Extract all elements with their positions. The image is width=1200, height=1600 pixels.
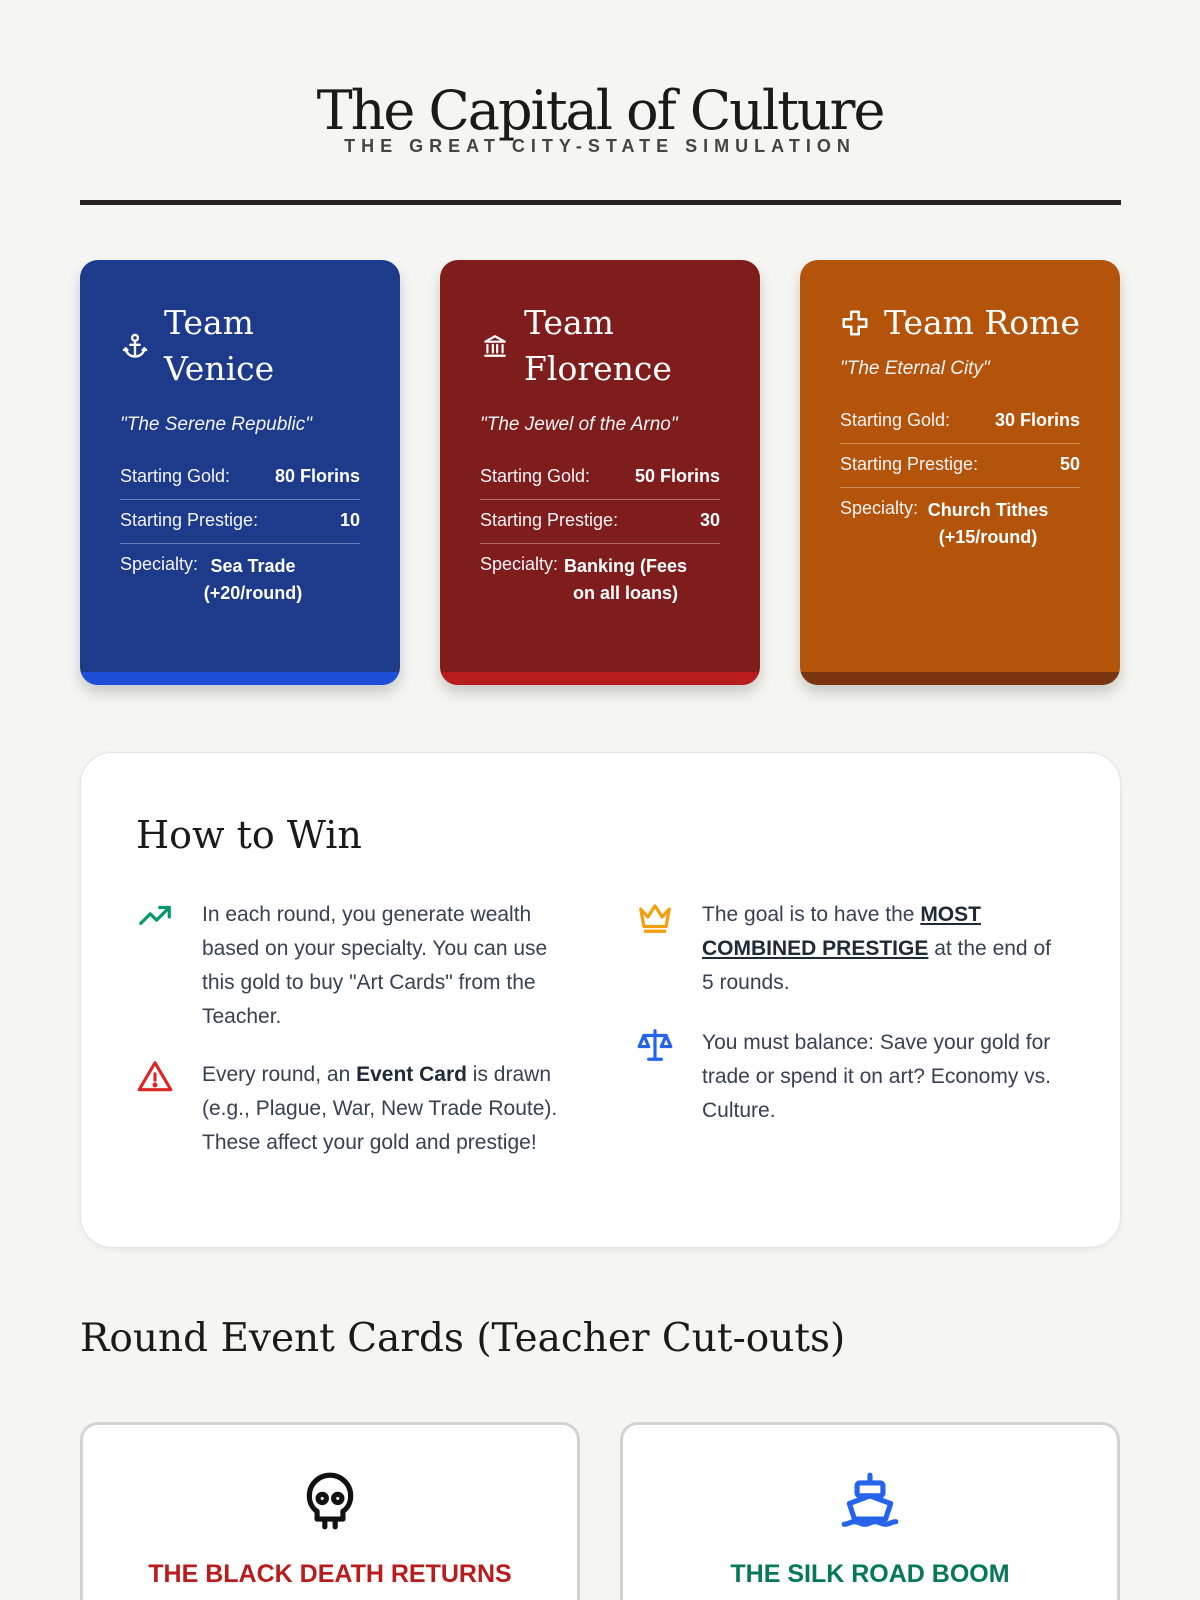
starting-prestige-value: 30	[699, 510, 720, 530]
rule-text-part: The goal is to have the	[702, 903, 921, 926]
rule-text	[202, 1058, 562, 1160]
page-subtitle: THE GREAT CITY-STATE SIMULATION	[344, 136, 856, 157]
team-motto: "The Eternal City"	[840, 358, 990, 379]
starting-gold-value: 80 Florins	[274, 466, 360, 486]
starting-gold-row	[480, 456, 720, 500]
team-name: Team Venice	[164, 303, 275, 388]
rule-text-part: at the end of 5 rounds.	[702, 937, 1051, 994]
rule-text: You must balance: Save your gold for trade or spend it on art? Economy vs. Culture.	[702, 1031, 1052, 1122]
how-to-win-panel	[80, 752, 1121, 1248]
rule-item	[136, 898, 566, 1034]
specialty-row	[840, 488, 1080, 563]
starting-prestige-row	[120, 500, 360, 544]
card-accent-bar	[440, 672, 760, 685]
crown-icon	[636, 898, 674, 936]
team-card-venice	[80, 260, 400, 685]
section-title: Round Event Cards (Teacher Cut-outs)	[80, 1316, 846, 1361]
anchor-icon	[120, 331, 150, 361]
starting-prestige-value: 10	[339, 510, 360, 530]
stat-label: Starting Gold:	[840, 410, 951, 430]
stat-label: Starting Gold:	[120, 466, 231, 486]
stat-label: Starting Prestige:	[120, 510, 259, 530]
team-motto: "The Jewel of the Arno"	[480, 414, 678, 435]
rule-text: In each round, you generate wealth based on your specialty. You can use this gold to buy "Art Cards" from the Teacher.	[202, 903, 548, 1028]
team-name: Team Florence	[524, 303, 672, 388]
event-title: THE SILK ROAD BOOM	[730, 1560, 1010, 1588]
stat-label: Specialty:	[480, 554, 559, 574]
event-title: THE BLACK DEATH RETURNS	[148, 1560, 512, 1588]
specialty-row	[120, 544, 360, 619]
stat-label: Starting Prestige:	[840, 454, 979, 474]
cross-icon	[840, 308, 870, 338]
starting-prestige-row	[480, 500, 720, 544]
rule-emphasis: Event Card	[356, 1063, 467, 1086]
stat-label: Specialty:	[120, 554, 199, 574]
stat-label: Starting Gold:	[480, 466, 591, 486]
starting-prestige-row	[840, 444, 1080, 488]
rule-item	[636, 898, 1066, 1000]
bank-icon	[480, 331, 510, 361]
rule-emphasis: MOST COMBINED PRESTIGE	[702, 903, 981, 960]
header-divider	[80, 200, 1121, 205]
team-name: Team Rome	[884, 303, 1080, 342]
event-card	[80, 1422, 580, 1600]
rule-item	[636, 1026, 1066, 1128]
skull-icon	[299, 1470, 361, 1532]
specialty-value: Banking (Fees on all loans)	[564, 556, 688, 603]
section-title: How to Win	[136, 813, 362, 857]
rule-text-part: Every round, an	[202, 1063, 357, 1086]
starting-gold-value: 30 Florins	[994, 410, 1080, 430]
stat-label: Specialty:	[840, 498, 919, 518]
event-card	[620, 1422, 1120, 1600]
warning-icon	[136, 1058, 174, 1096]
card-accent-bar	[80, 672, 400, 685]
trending-up-icon	[136, 898, 174, 936]
starting-prestige-value: 50	[1059, 454, 1080, 474]
specialty-value: Sea Trade (+20/round)	[203, 556, 303, 603]
specialty-row	[480, 544, 720, 619]
team-card-florence	[440, 260, 760, 685]
team-card-rome	[800, 260, 1120, 685]
stat-label: Starting Prestige:	[480, 510, 619, 530]
rule-text-part: is drawn (e.g., Plague, War, New Trade Route). These affect your gold and prestige!	[202, 1063, 558, 1154]
team-motto: "The Serene Republic"	[120, 414, 312, 435]
card-accent-bar	[800, 672, 1120, 685]
page-title: The Capital of Culture	[316, 79, 884, 142]
rule-text	[702, 898, 1066, 1000]
starting-gold-value: 50 Florins	[634, 466, 720, 486]
scale-icon	[636, 1026, 674, 1064]
page-header	[0, 80, 1200, 157]
rule-item	[136, 1058, 566, 1160]
ship-icon	[839, 1470, 901, 1532]
specialty-value: Church Tithes (+15/round)	[927, 500, 1049, 547]
starting-gold-row	[840, 400, 1080, 444]
starting-gold-row	[120, 456, 360, 500]
